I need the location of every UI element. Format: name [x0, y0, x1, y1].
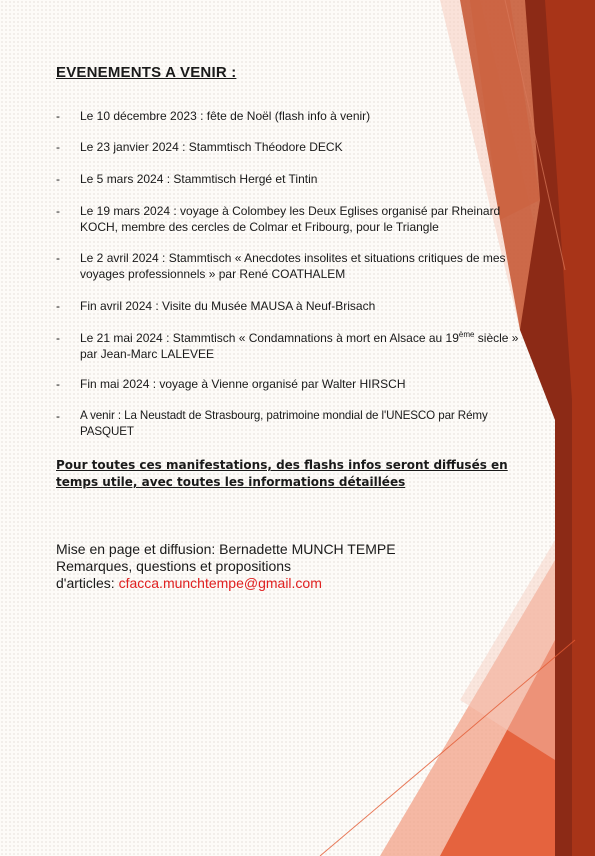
bullet-dash: - [56, 172, 60, 186]
page-title: EVENEMENTS A VENIR : [56, 64, 237, 81]
bullet-dash: - [56, 331, 60, 345]
notice-paragraph: Pour toutes ces manifestations, des flashs infos seront diffusés en temps utile, avec toutes les informations détaillées [56, 458, 508, 489]
event-text-part: siècle » par Jean-Marc LALEVEE [80, 331, 519, 361]
footer-credits [56, 541, 476, 592]
footer-line-remarks: Remarques, questions et propositions [56, 558, 292, 574]
event-text: Le 19 mars 2024 : voyage à Colombey les Deux Eglises organisé par Rheinard KOCH, membre des cercles de Colmar et Fribourg, pour le Triangle [80, 204, 501, 234]
event-text [80, 330, 532, 362]
bullet-dash: - [56, 140, 60, 154]
bullet-dash: - [56, 204, 60, 218]
email-link[interactable]: cfacca.munchtempe@gmail.com [118, 575, 322, 591]
event-text: Fin mai 2024 : voyage à Vienne organisé par Walter HIRSCH [80, 377, 406, 391]
bullet-dash: - [56, 377, 60, 391]
bullet-dash: - [56, 109, 60, 123]
footer-line-layout: Mise en page et diffusion: Bernadette MUNCH TEMPE [56, 541, 396, 557]
event-text: A venir : La Neustadt de Strasbourg, patrimoine mondial de l'UNESCO par Rémy PASQUET [80, 409, 488, 438]
event-text: Le 10 décembre 2023 : fête de Noël (flash info à venir) [80, 109, 371, 123]
event-text: Le 5 mars 2024 : Stammtisch Hergé et Tintin [80, 172, 318, 186]
contact-prefix: d'articles: [56, 575, 119, 591]
event-text: Le 23 janvier 2024 : Stammtisch Théodore DECK [80, 140, 343, 154]
bullet-dash: - [56, 409, 60, 423]
event-text: Le 2 avril 2024 : Stammtisch « Anecdotes insolites et situations critiques de mes voyages professionnels » par René COATHALEM [80, 251, 506, 281]
superscript-ordinal: ème [458, 330, 475, 339]
event-text: Fin avril 2024 : Visite du Musée MAUSA à Neuf-Brisach [80, 299, 376, 313]
event-text-part: Le 21 mai 2024 : Stammtisch « Condamnations à mort en Alsace au 19 [80, 331, 459, 345]
bullet-dash: - [56, 251, 60, 265]
footer-line-contact [56, 575, 476, 592]
bullet-dash: - [56, 299, 60, 313]
